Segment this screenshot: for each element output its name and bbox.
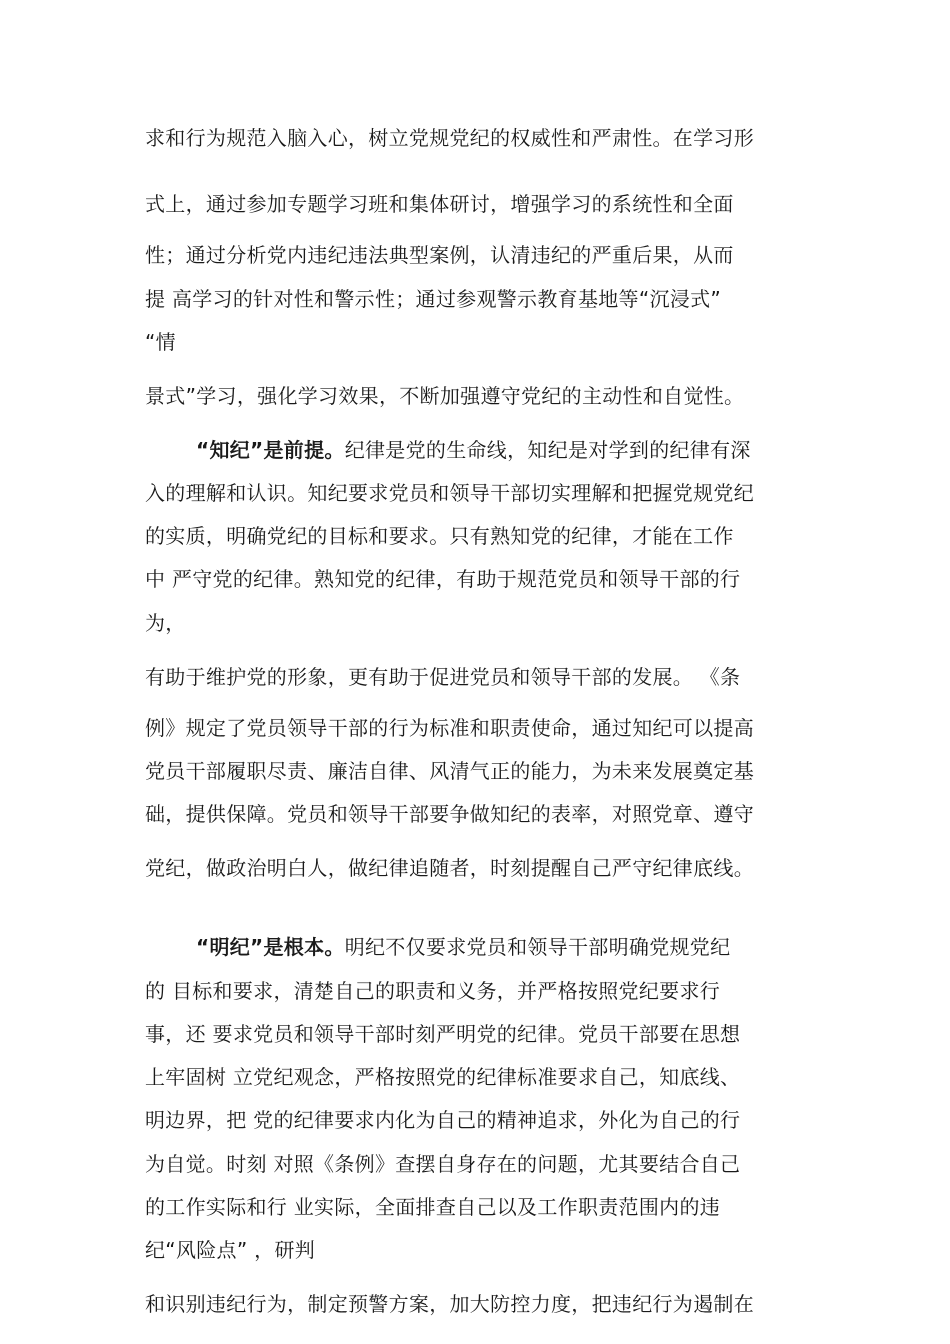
text-line: 例》规定了党员领导干部的行为标准和职责使命，通过知纪可以提高 — [145, 716, 754, 740]
text-line: 纪律是党的生命线，知纪是对学到的纪律有深 — [344, 438, 751, 462]
text-line: 的实质，明确党纪的目标和要求。只有熟知党的纪律，才能在工作 — [145, 524, 734, 548]
text-line: 明边界，把 党的纪律要求内化为自己的精神追求，外化为自己的行 — [145, 1108, 741, 1132]
text-line: 景式”学习，强化学习效果，不断加强遵守党纪的主动性和自觉性。 — [145, 384, 745, 408]
text-line: 提 高学习的针对性和警示性；通过参观警示教育基地等“沉浸式” — [145, 287, 722, 311]
text-line: “情 — [145, 330, 176, 354]
text-line: 为， — [145, 611, 186, 635]
text-line: 有助于维护党的形象，更有助于促进党员和领导干部的发展。 《条 — [145, 665, 741, 689]
heading-zhiji: “知纪”是前提。 — [196, 438, 345, 462]
text-line: 上牢固树 立党纪观念，严格按照党的纪律标准要求自己，知底线、 — [145, 1065, 741, 1089]
text-line: 的 目标和要求，清楚自己的职责和义务，并严格按照党纪要求行 — [145, 979, 721, 1003]
text-line: 性；通过分析党内违纪违法典型案例，认清违纪的严重后果，从而 — [145, 243, 734, 267]
text-line: 础，提供保障。党员和领导干部要争做知纪的表率，对照党章、遵守 — [145, 802, 754, 826]
text-line: 和识别违纪行为，制定预警方案，加大防控力度，把违纪行为遏制在 — [145, 1292, 754, 1316]
text-line: 事，还 要求党员和领导干部时刻严明党的纪律。党员干部要在思想 — [145, 1022, 741, 1046]
text-line: 入的理解和认识。知纪要求党员和领导干部切实理解和把握党规党纪 — [145, 481, 754, 505]
text-line: 纪“风险点” ，研判 — [145, 1238, 316, 1262]
text-line: 求和行为规范入脑入心，树立党规党纪的权威性和严肃性。在学习形 — [145, 126, 754, 150]
heading-mingji: “明纪”是根本。 — [196, 935, 345, 959]
text-line: 式上，通过参加专题学习班和集体研讨，增强学习的系统性和全面 — [145, 192, 734, 216]
text-line: 党员干部履职尽责、廉洁自律、风清气正的能力，为未来发展奠定基 — [145, 759, 754, 783]
text-line: 党纪，做政治明白人，做纪律追随者，时刻提醒自己严守纪律底线。 — [145, 856, 754, 880]
text-line: 明纪不仅要求党员和领导干部明确党规党纪 — [344, 935, 731, 959]
text-line: 的工作实际和行 业实际，全面排查自己以及工作职责范围内的违 — [145, 1195, 721, 1219]
text-line: 为自觉。时刻 对照《条例》查摆自身存在的问题，尤其要结合自己 — [145, 1152, 741, 1176]
paragraph-mingji-first-line — [196, 933, 730, 961]
text-line: 中 严守党的纪律。熟知党的纪律，有助于规范党员和领导干部的行 — [145, 567, 741, 591]
paragraph-zhiji-first-line — [196, 436, 751, 464]
